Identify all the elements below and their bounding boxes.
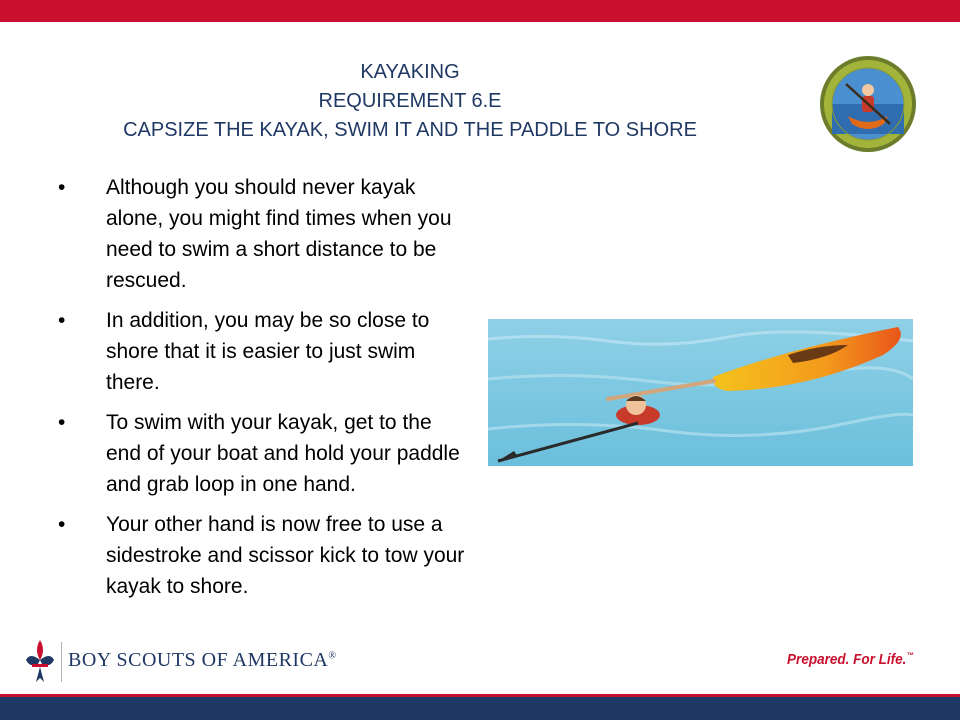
- bsa-wordmark: [68, 649, 336, 672]
- bullet-text: To swim with your kayak, get to the end of your boat and hold your paddle and grab loop in one hand.: [106, 411, 460, 496]
- title-line-2: REQUIREMENT 6.E: [318, 90, 502, 112]
- bullet-item: [58, 509, 468, 602]
- kayaking-merit-badge: [818, 54, 918, 154]
- bullet-dot: •: [58, 513, 66, 536]
- bullet-text: Although you should never kayak alone, you might find times when you need to swim a short distance to be rescued.: [106, 176, 452, 292]
- logo-divider: [61, 642, 62, 682]
- fleur-de-lis-logo: [22, 638, 58, 684]
- bullet-list: [58, 172, 468, 611]
- bullet-dot: •: [58, 309, 66, 332]
- tagline-trademark: ™: [906, 651, 914, 660]
- bullet-dot: •: [58, 176, 66, 199]
- bullet-item: [58, 172, 468, 296]
- bottom-blue-bar: [0, 697, 960, 720]
- title-line-3: CAPSIZE THE KAYAK, SWIM IT AND THE PADDLE TO SHORE: [123, 119, 697, 141]
- title-line-1: KAYAKING: [360, 61, 460, 83]
- bullet-item: [58, 305, 468, 398]
- tagline-text: Prepared. For Life.: [787, 651, 907, 668]
- slide-title: [90, 58, 730, 145]
- top-red-bar: [0, 0, 960, 22]
- bullet-dot: •: [58, 411, 66, 434]
- bullet-text: In addition, you may be so close to shore that it is easier to just swim there.: [106, 309, 430, 394]
- swimmer-towing-kayak-photo: [488, 319, 913, 466]
- org-name: BOY SCOUTS OF AMERICA: [68, 649, 329, 671]
- tagline: [788, 651, 914, 668]
- org-registered-mark: ®: [328, 650, 337, 662]
- bullet-item: [58, 407, 468, 500]
- bullet-text: Your other hand is now free to use a sidestroke and scissor kick to tow your kayak to shore.: [106, 513, 465, 598]
